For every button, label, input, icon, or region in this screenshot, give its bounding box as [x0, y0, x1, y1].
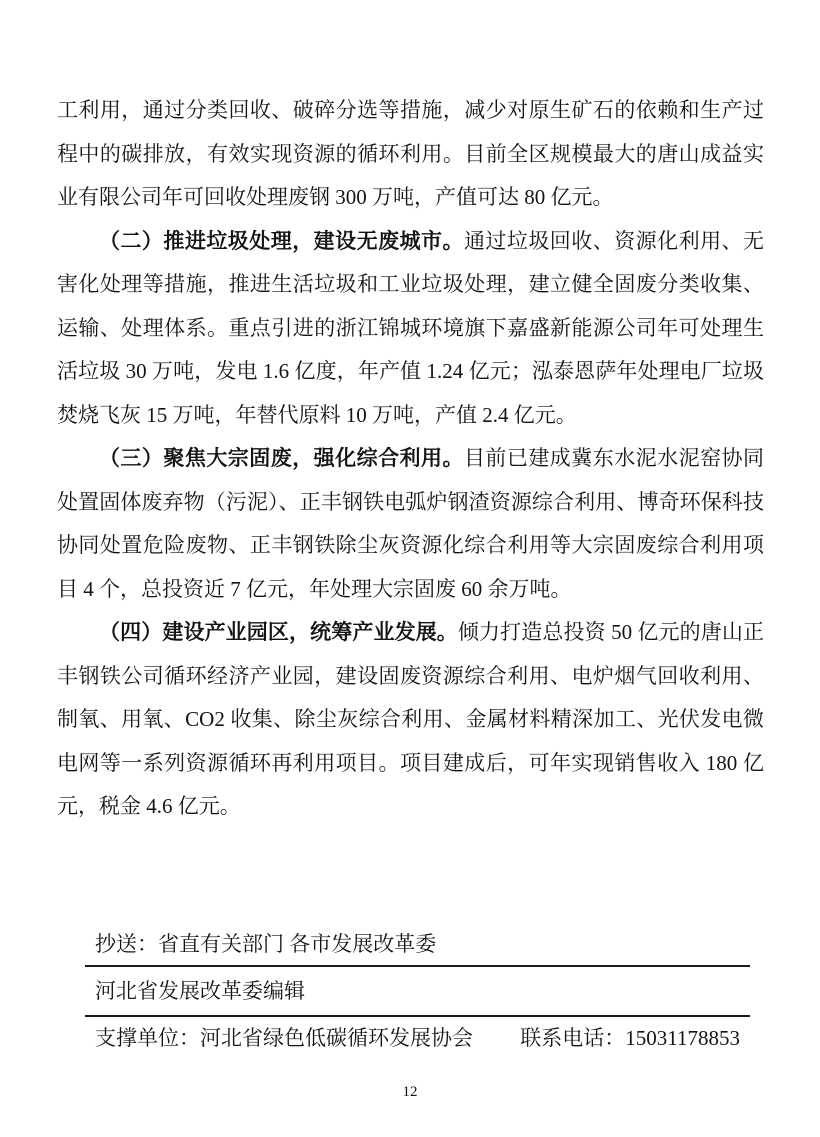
section-heading: （三）聚焦大宗固废，强化综合利用。: [99, 446, 464, 470]
paragraph-text: 通过垃圾回收、资源化利用、无害化处理等措施，推进生活垃圾和工业垃圾处理，建立健全固废分类收集、运输、处理体系。重点引进的浙江锦城环境旗下嘉盛新能源公司年可处理生活垃圾 30 万吨，发电 1.6 亿度，年产值 1.24 亿元；泓泰恩萨年处理电厂垃圾焚烧飞灰 15 万吨，年替代原料 10 万吨，产值 2.4 亿元。: [57, 228, 765, 427]
section-heading: （二）推进垃圾处理，建设无废城市。: [99, 228, 464, 253]
paragraph-text: 目前已建成冀东水泥水泥窑协同处置固体废弃物（污泥）、正丰钢铁电弧炉钢渣资源综合利用、博奇环保科技协同处置危险废物、正丰钢铁除尘灰资源化综合利用等大宗固废综合利用项目 4 个，总投资近 7 亿元，年处理大宗固废 60 余万吨。: [57, 446, 765, 601]
paragraph-section-3: [57, 437, 764, 611]
document-body: [57, 89, 764, 829]
support-unit-label: 支撑单位：河北省绿色低碳循环发展协会: [95, 1026, 473, 1050]
document-footer: [85, 924, 750, 1059]
contact-phone-label: 联系电话：15031178853: [520, 1026, 740, 1050]
cc-line: 抄送：省直有关部门 各市发展改革委: [95, 932, 437, 956]
paragraph-text: 工利用，通过分类回收、破碎分选等措施，减少对原生矿石的依赖和生产过程中的碳排放，有效实现资源的循环利用。目前全区规模最大的唐山成益实业有限公司年可回收处理废钢 300 万吨，产值可达 80 亿元。: [57, 98, 764, 209]
paragraph-section-2: [57, 220, 764, 438]
paragraph-text: 倾力打造总投资 50 亿元的唐山正丰钢铁公司循环经济产业园，建设固废资源综合利用、电炉烟气回收利用、制氧、用氧、CO2 收集、除尘灰综合利用、金属材料精深加工、光伏发电微电网等一系列资源循环再利用项目。项目建成后，可年实现销售收入 180 亿元，税金 4.6 亿元。: [57, 620, 765, 818]
paragraph-section-4: [57, 611, 764, 829]
paragraph-continuation: [57, 89, 764, 220]
support-contact-row: [85, 1017, 750, 1059]
editor-line: 河北省发展改革委编辑: [95, 979, 305, 1003]
section-heading: （四）建设产业园区，统筹产业发展。: [99, 620, 458, 644]
page-number: 12: [402, 1084, 418, 1100]
